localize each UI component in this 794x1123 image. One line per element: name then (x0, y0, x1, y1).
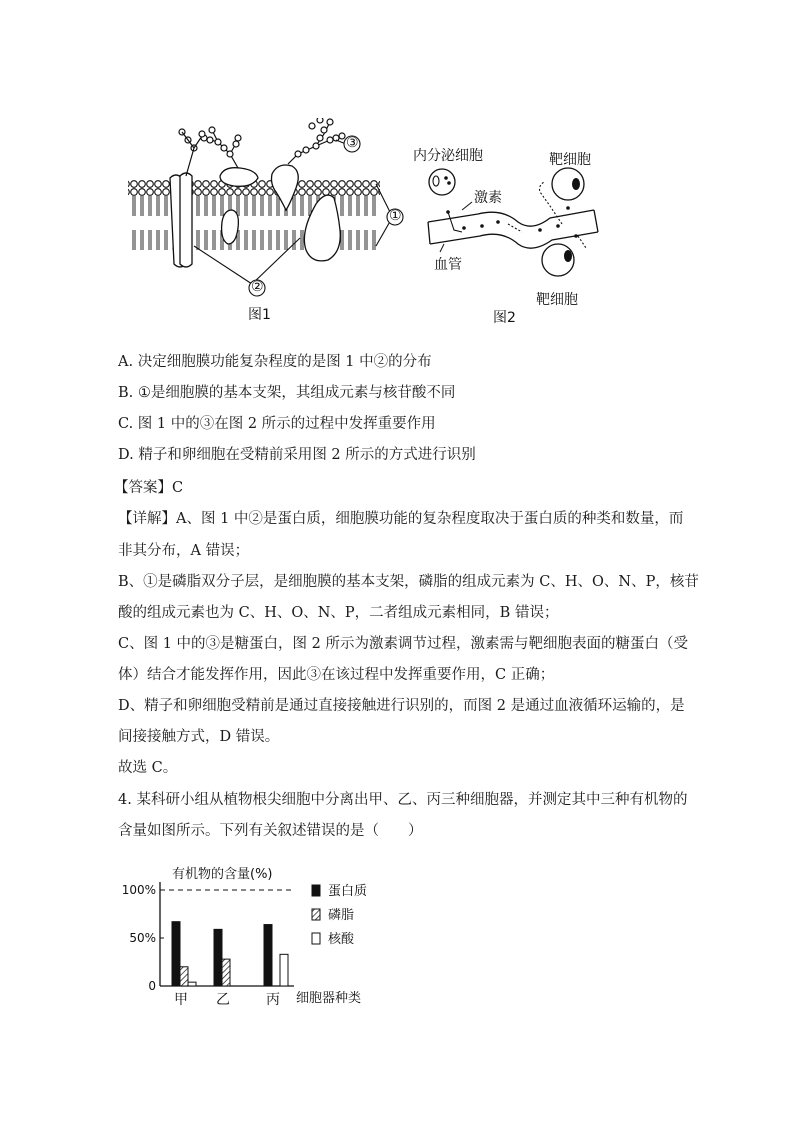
explanation-line: 【详解】A、图 1 中②是蛋白质，细胞膜功能的复杂程度取决于蛋白质的种类和数量，而 (118, 511, 684, 527)
chart-xlabel: 细胞器种类 (296, 991, 362, 1006)
hormone-label: 激素 (474, 190, 502, 206)
figure-1-caption: 图1 (248, 307, 271, 323)
chart-legend-swatch (312, 885, 320, 896)
label-one-text: ① (389, 208, 402, 224)
chart-bar (214, 929, 222, 986)
figure-2-leader-lines (440, 202, 472, 252)
chart-ylabel: 有机物的含量(%) (172, 867, 273, 882)
endocrine-cell-label: 内分泌细胞 (413, 148, 483, 164)
channel-protein (170, 173, 192, 267)
chart-y-tick-label: 100% (121, 883, 156, 897)
chart-legend-label: 核酸 (328, 932, 355, 947)
target-cell-top-label: 靶细胞 (549, 152, 591, 168)
target-cell-bottom-label: 靶细胞 (536, 292, 578, 308)
label-three-text: ③ (346, 135, 359, 151)
chart-bar (280, 954, 288, 986)
explanation-line: B、①是磷脂双分子层，是细胞膜的基本支架，磷脂的组成元素为 C、H、O、N、P，核苷 (118, 574, 699, 590)
chart-y-tick-label: 0 (148, 979, 156, 993)
organelle-chart (118, 862, 418, 1012)
chart-bar (264, 925, 272, 986)
question-4-line: 含量如图所示。下列有关叙述错误的是（ ） (118, 823, 423, 839)
chart-legend-label: 蛋白质 (328, 884, 368, 899)
explanation-line: C、图 1 中的③是糖蛋白，图 2 所示为激素调节过程，激素需与靶细胞表面的糖蛋白（受 (118, 636, 688, 652)
option-d: D. 精子和卵细胞在受精前采用图 2 所示的方式进行识别 (118, 447, 476, 463)
chart-bar (172, 922, 180, 986)
question-4-line: 4. 某科研小组从植物根尖细胞中分离出甲、乙、丙三种细胞器，并测定其中三种有机物的 (118, 792, 688, 808)
organelle-chart-svg (118, 862, 418, 1012)
chart-legend-swatch (312, 909, 320, 920)
glycoprotein-chain-right (288, 118, 345, 164)
target-cell-top (552, 168, 584, 200)
chart-y-tick-label: 50% (129, 931, 156, 945)
explanation-line: D、精子和卵细胞受精前是通过直接接触进行识别的，而图 2 是通过血液循环运输的，是 (118, 698, 685, 714)
chart-x-tick-label: 乙 (216, 992, 230, 1008)
figure-2-caption: 图2 (493, 310, 516, 326)
figure-1-membrane-diagram (120, 118, 410, 328)
chart-x-tick-label: 丙 (266, 992, 280, 1008)
endocrine-cell (429, 169, 455, 195)
chart-legend-swatch (312, 933, 320, 944)
answer-line: 【答案】C (114, 480, 184, 496)
chart-bar (222, 959, 230, 986)
phospholipid-bilayer (128, 180, 380, 250)
option-a: A. 决定细胞膜功能复杂程度的是图 1 中②的分布 (118, 354, 432, 370)
chart-x-tick-label: 甲 (174, 992, 188, 1008)
chart-bar (180, 967, 188, 986)
hormone-molecules (446, 206, 578, 238)
chart-legend-label: 磷脂 (328, 908, 355, 923)
chart-bar (188, 982, 196, 986)
target-cell-bottom (542, 244, 574, 276)
explanation-line: 体）结合才能发挥作用，因此③在该过程中发挥重要作用，C 正确； (118, 667, 555, 683)
option-c: C. 图 1 中的③在图 2 所示的过程中发挥重要作用 (118, 416, 436, 432)
label-two-text: ② (251, 279, 264, 295)
explanation-line: 间接接触方式，D 错误。 (118, 729, 280, 745)
explanation-line: 故选 C。 (118, 760, 178, 776)
option-b: B. ①是细胞膜的基本支架，其组成元素与核苷酸不同 (118, 385, 456, 401)
peripheral-protein-outer (220, 168, 258, 187)
explanation-line: 非其分布，A 错误； (118, 543, 250, 559)
explanation-line: 酸的组成元素也为 C、H、O、N、P，二者组成元素相同，B 错误； (118, 605, 559, 621)
blood-vessel-label: 血管 (434, 257, 462, 273)
